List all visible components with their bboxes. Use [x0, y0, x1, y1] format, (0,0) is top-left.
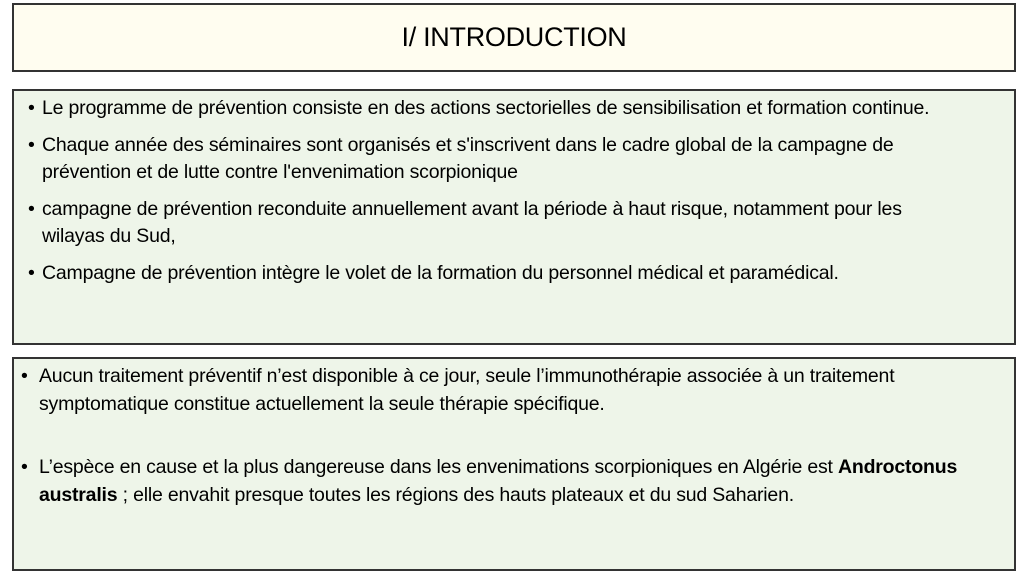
list-item: [28, 196, 1014, 251]
bullet-icon: •: [28, 97, 35, 119]
species-name: Androctonus australis: [39, 456, 958, 506]
title-box: [12, 3, 1016, 72]
list-item: [28, 95, 1014, 123]
bullet-icon: •: [28, 197, 35, 220]
list-item-text-end: ; elle envahit presque toutes les régions des hauts plateaux et du sud Saharien.: [117, 483, 794, 506]
list-item: [18, 454, 1014, 509]
bullet-icon: •: [28, 261, 35, 284]
list-item: [28, 260, 1014, 288]
prevention-bullet-list: [28, 95, 1014, 287]
spacer: [18, 418, 1014, 454]
content-box-prevention: [12, 89, 1016, 345]
bullet-icon: •: [21, 456, 28, 478]
list-item-text: Aucun traitement préventif n’est disponible à ce jour, seule l’immunothérapie associée à un traitement symptomatique constitue actuellement la seule thérapie spécifique.: [39, 365, 895, 415]
list-item-text: Chaque année des séminaires sont organisés et s'inscrivent dans le cadre global de la campagne de prévention et de lutte contre l'envenimation scorpionique: [42, 133, 894, 183]
list-item-text: campagne de prévention reconduite annuellement avant la période à haut risque, notamment pour les wilayas du Sud,: [42, 197, 902, 247]
treatment-bullet-list: [18, 363, 1014, 418]
list-item: [18, 363, 1014, 418]
list-item-text: Campagne de prévention intègre le volet de la formation du personnel médical et paramédical.: [42, 261, 839, 284]
bullet-icon: •: [28, 133, 35, 156]
list-item-text-start: L’espèce en cause et la plus dangereuse dans les envenimations scorpioniques en Algérie est: [39, 456, 838, 478]
list-item: [28, 132, 1014, 187]
bullet-icon: •: [21, 365, 28, 387]
species-bullet-list: [18, 454, 1014, 509]
slide-title: I/ INTRODUCTION: [401, 22, 627, 52]
list-item-text: Le programme de prévention consiste en des actions sectorielles de sensibilisation et formation continue.: [42, 97, 930, 119]
content-box-treatment: [12, 357, 1016, 571]
